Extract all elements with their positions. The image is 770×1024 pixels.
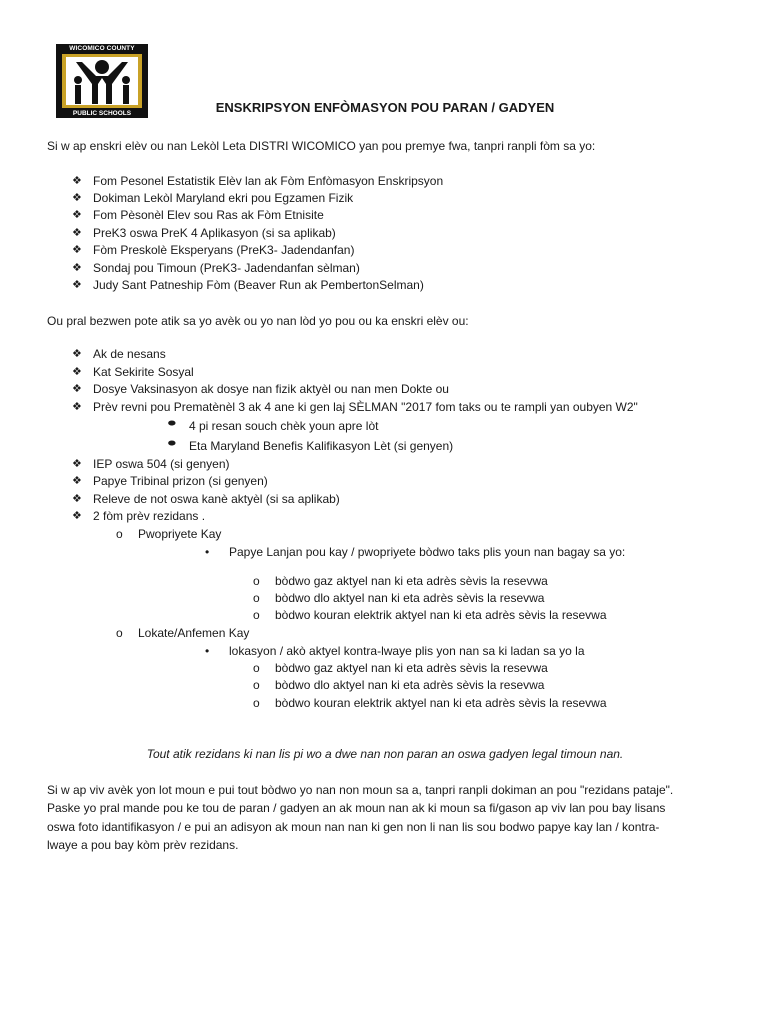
list-item: Fòm Preskolè Eksperyans (PreK3- Jadendanfan) bbox=[93, 243, 355, 257]
closing-line: oswa foto idantifikasyon / e pui an adisyon ak moun nan nan ki gen non li nan lis sou bodwo papye kay lan / kontra- bbox=[47, 820, 660, 834]
diamond-bullet-icon: ❖ bbox=[72, 348, 82, 360]
list-subitem: bòdwo dlo aktyel nan ki eta adrès sèvis la resevwa bbox=[275, 591, 545, 605]
diamond-bullet-icon: ❖ bbox=[72, 366, 82, 378]
list-subitem: bòdwo gaz aktyel nan ki eta adrès sèvis la resevwa bbox=[275, 574, 548, 588]
list-subitem: bòdwo kouran elektrik aktyel nan ki eta adrès sèvis la resevwa bbox=[275, 608, 607, 622]
list-subitem: bòdwo kouran elektrik aktyel nan ki eta adrès sèvis la resevwa bbox=[275, 696, 607, 710]
diamond-bullet-icon: ❖ bbox=[72, 192, 82, 204]
list-item: Dokiman Lekòl Maryland ekri pou Egzamen Fizik bbox=[93, 191, 354, 205]
closing-line: lwaye a pou bay kòm prèv rezidans. bbox=[47, 838, 239, 852]
circle-bullet-icon: o bbox=[253, 574, 260, 588]
list-subitem: bòdwo gaz aktyel nan ki eta adrès sèvis la resevwa bbox=[275, 661, 548, 675]
diamond-bullet-icon: ❖ bbox=[72, 209, 82, 221]
dot-bullet-icon: • bbox=[205, 545, 210, 559]
intro-paragraph: Si w ap enskri elèv ou nan Lekòl Leta DISTRI WICOMICO yan pou premye fwa, tanpri ranpli fòm sa yo: bbox=[47, 139, 596, 153]
circle-bullet-icon: o bbox=[253, 678, 260, 692]
diamond-bullet-icon: ❖ bbox=[72, 175, 82, 187]
circle-bullet-icon: o bbox=[253, 661, 260, 675]
diamond-bullet-icon: ❖ bbox=[72, 244, 82, 256]
list-item: IEP oswa 504 (si genyen) bbox=[93, 457, 230, 471]
diamond-bullet-icon: ❖ bbox=[72, 279, 82, 291]
diamond-bullet-icon: ❖ bbox=[72, 383, 82, 395]
owner-label: Pwopriyete Kay bbox=[138, 527, 222, 541]
list-item: Fom Pesonel Estatistik Elèv lan ak Fòm Enfòmasyon Enskripsyon bbox=[93, 174, 444, 188]
dot-bullet-icon: • bbox=[205, 644, 210, 658]
renter-bullet: lokasyon / akò aktyel kontra-lwaye plis yon nan sa ki ladan sa yo la bbox=[229, 644, 585, 658]
diamond-bullet-icon: ❖ bbox=[72, 227, 82, 239]
closing-line: Paske yo pral mande pou ke tou de paran / gadyen an ak moun nan ak ki moun sa fi/gason ap viv lan pou bay lisans bbox=[47, 801, 666, 815]
list-subitem: bòdwo dlo aktyel nan ki eta adrès sèvis la resevwa bbox=[275, 678, 545, 692]
renter-label: Lokate/Anfemen Kay bbox=[138, 626, 250, 640]
list-item: Kat Sekirite Sosyal bbox=[93, 365, 194, 379]
dot-bullet-icon: ⬬ bbox=[168, 418, 176, 428]
list-item: Releve de not oswa kanè aktyèl (si sa aplikab) bbox=[93, 492, 340, 506]
page-title: ENSKRIPSYON ENFÒMASYON POU PARAN / GADYEN bbox=[215, 100, 555, 115]
list-item: Prèv revni pou Prematènèl 3 ak 4 ane ki gen laj SÈLMAN "2017 fom taks ou te rampli yan oubyen W2" bbox=[93, 400, 638, 414]
diamond-bullet-icon: ❖ bbox=[72, 262, 82, 274]
list-subitem: Eta Maryland Benefis Kalifikasyon Lèt (si genyen) bbox=[189, 439, 454, 453]
logo-top-text: WICOMICO COUNTY bbox=[69, 45, 135, 52]
closing-line: Si w ap viv avèk yon lot moun e pui tout bòdwo yo nan non moun sa a, tanpri ranpli dokiman an pou "rezidans pataje". bbox=[47, 783, 674, 797]
diamond-bullet-icon: ❖ bbox=[72, 475, 82, 487]
list-item: Sondaj pou Timoun (PreK3- Jadendanfan sèlman) bbox=[93, 261, 360, 275]
list-item: Ak de nesans bbox=[93, 347, 166, 361]
list-subitem: 4 pi resan souch chèk youn apre lòt bbox=[189, 419, 379, 433]
list-item: 2 fòm prèv rezidans . bbox=[93, 509, 206, 523]
list-item: Dosye Vaksinasyon ak dosye nan fizik aktyèl ou nan men Dokte ou bbox=[93, 382, 449, 396]
circle-bullet-icon: o bbox=[253, 591, 260, 605]
circle-bullet-icon: o bbox=[116, 527, 123, 541]
circle-bullet-icon: o bbox=[116, 626, 123, 640]
circle-bullet-icon: o bbox=[253, 608, 260, 622]
needs-paragraph: Ou pral bezwen pote atik sa yo avèk ou yo nan lòd yo pou ou ka enskri elèv ou: bbox=[47, 314, 469, 328]
logo-bottom-text: PUBLIC SCHOOLS bbox=[72, 110, 132, 117]
diamond-bullet-icon: ❖ bbox=[72, 510, 82, 522]
circle-bullet-icon: o bbox=[253, 696, 260, 710]
owner-bullet: Papye Lanjan pou kay / pwopriyete bòdwo taks plis youn nan bagay sa yo: bbox=[229, 545, 626, 559]
list-item: Papye Tribinal prizon (si genyen) bbox=[93, 474, 268, 488]
dot-bullet-icon: ⬬ bbox=[168, 438, 176, 448]
diamond-bullet-icon: ❖ bbox=[72, 458, 82, 470]
list-item: Fom Pèsonèl Elev sou Ras ak Fòm Etnisite bbox=[93, 208, 324, 222]
residency-note: Tout atik rezidans ki nan lis pi wo a dwe nan non paran an oswa gadyen legal timoun nan. bbox=[146, 747, 624, 761]
list-item: Judy Sant Patneship Fòm (Beaver Run ak PembertonSelman) bbox=[93, 278, 424, 292]
diamond-bullet-icon: ❖ bbox=[72, 401, 82, 413]
diamond-bullet-icon: ❖ bbox=[72, 493, 82, 505]
list-item: PreK3 oswa PreK 4 Aplikasyon (si sa aplikab) bbox=[93, 226, 336, 240]
